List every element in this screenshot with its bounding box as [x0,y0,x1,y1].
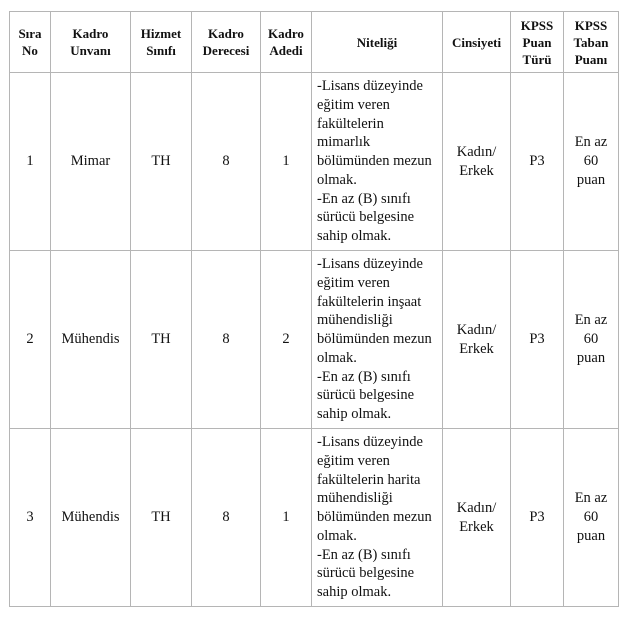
header-kadro-unvani: Kadro Unvanı [51,12,131,73]
cell-cinsiyeti: Kadın/ Erkek [443,251,511,429]
cell-sira-no: 2 [10,251,51,429]
cell-sira-no: 3 [10,429,51,607]
cell-kadro-adedi: 2 [261,251,312,429]
cell-cinsiyeti: Kadın/ Erkek [443,73,511,251]
cell-kpss-puan-turu: P3 [511,251,564,429]
cell-kadro-derecesi: 8 [192,251,261,429]
cell-sira-no: 1 [10,73,51,251]
header-row [10,12,619,73]
cell-kadro-adedi: 1 [261,73,312,251]
table-row [10,251,619,429]
cell-niteligi: -Lisans düzeyinde eğitim veren fakültelerin mimarlık bölümünden mezun olmak. -En az (B) sınıfı sürücü belgesine sahip olmak. [312,73,443,251]
cell-kadro-adedi: 1 [261,429,312,607]
header-cinsiyeti: Cinsiyeti [443,12,511,73]
header-niteligi: Niteliği [312,12,443,73]
cell-kadro-unvani: Mühendis [51,429,131,607]
cell-kpss-puan-turu: P3 [511,73,564,251]
header-kadro-derecesi: Kadro Derecesi [192,12,261,73]
cell-kpss-taban-puani: En az 60 puan [564,73,619,251]
cell-cinsiyeti: Kadın/ Erkek [443,429,511,607]
header-kpss-puan-turu: KPSS Puan Türü [511,12,564,73]
staff-positions-table [9,11,619,607]
cell-kadro-derecesi: 8 [192,73,261,251]
header-kadro-adedi: Kadro Adedi [261,12,312,73]
cell-niteligi: -Lisans düzeyinde eğitim veren fakültelerin inşaat mühendisliği bölümünden mezun olmak. -En az (B) sınıfı sürücü belgesine sahip olmak. [312,251,443,429]
cell-hizmet-sinifi: TH [131,73,192,251]
cell-hizmet-sinifi: TH [131,251,192,429]
cell-kadro-unvani: Mimar [51,73,131,251]
cell-kadro-unvani: Mühendis [51,251,131,429]
header-sira-no: Sıra No [10,12,51,73]
cell-hizmet-sinifi: TH [131,429,192,607]
header-kpss-taban-puani: KPSS Taban Puanı [564,12,619,73]
cell-niteligi: -Lisans düzeyinde eğitim veren fakültelerin harita mühendisliği bölümünden mezun olmak. -En az (B) sınıfı sürücü belgesine sahip olmak. [312,429,443,607]
header-hizmet-sinifi: Hizmet Sınıfı [131,12,192,73]
cell-kpss-puan-turu: P3 [511,429,564,607]
cell-kpss-taban-puani: En az 60 puan [564,251,619,429]
cell-kpss-taban-puani: En az 60 puan [564,429,619,607]
table-row [10,429,619,607]
table-row [10,73,619,251]
cell-kadro-derecesi: 8 [192,429,261,607]
